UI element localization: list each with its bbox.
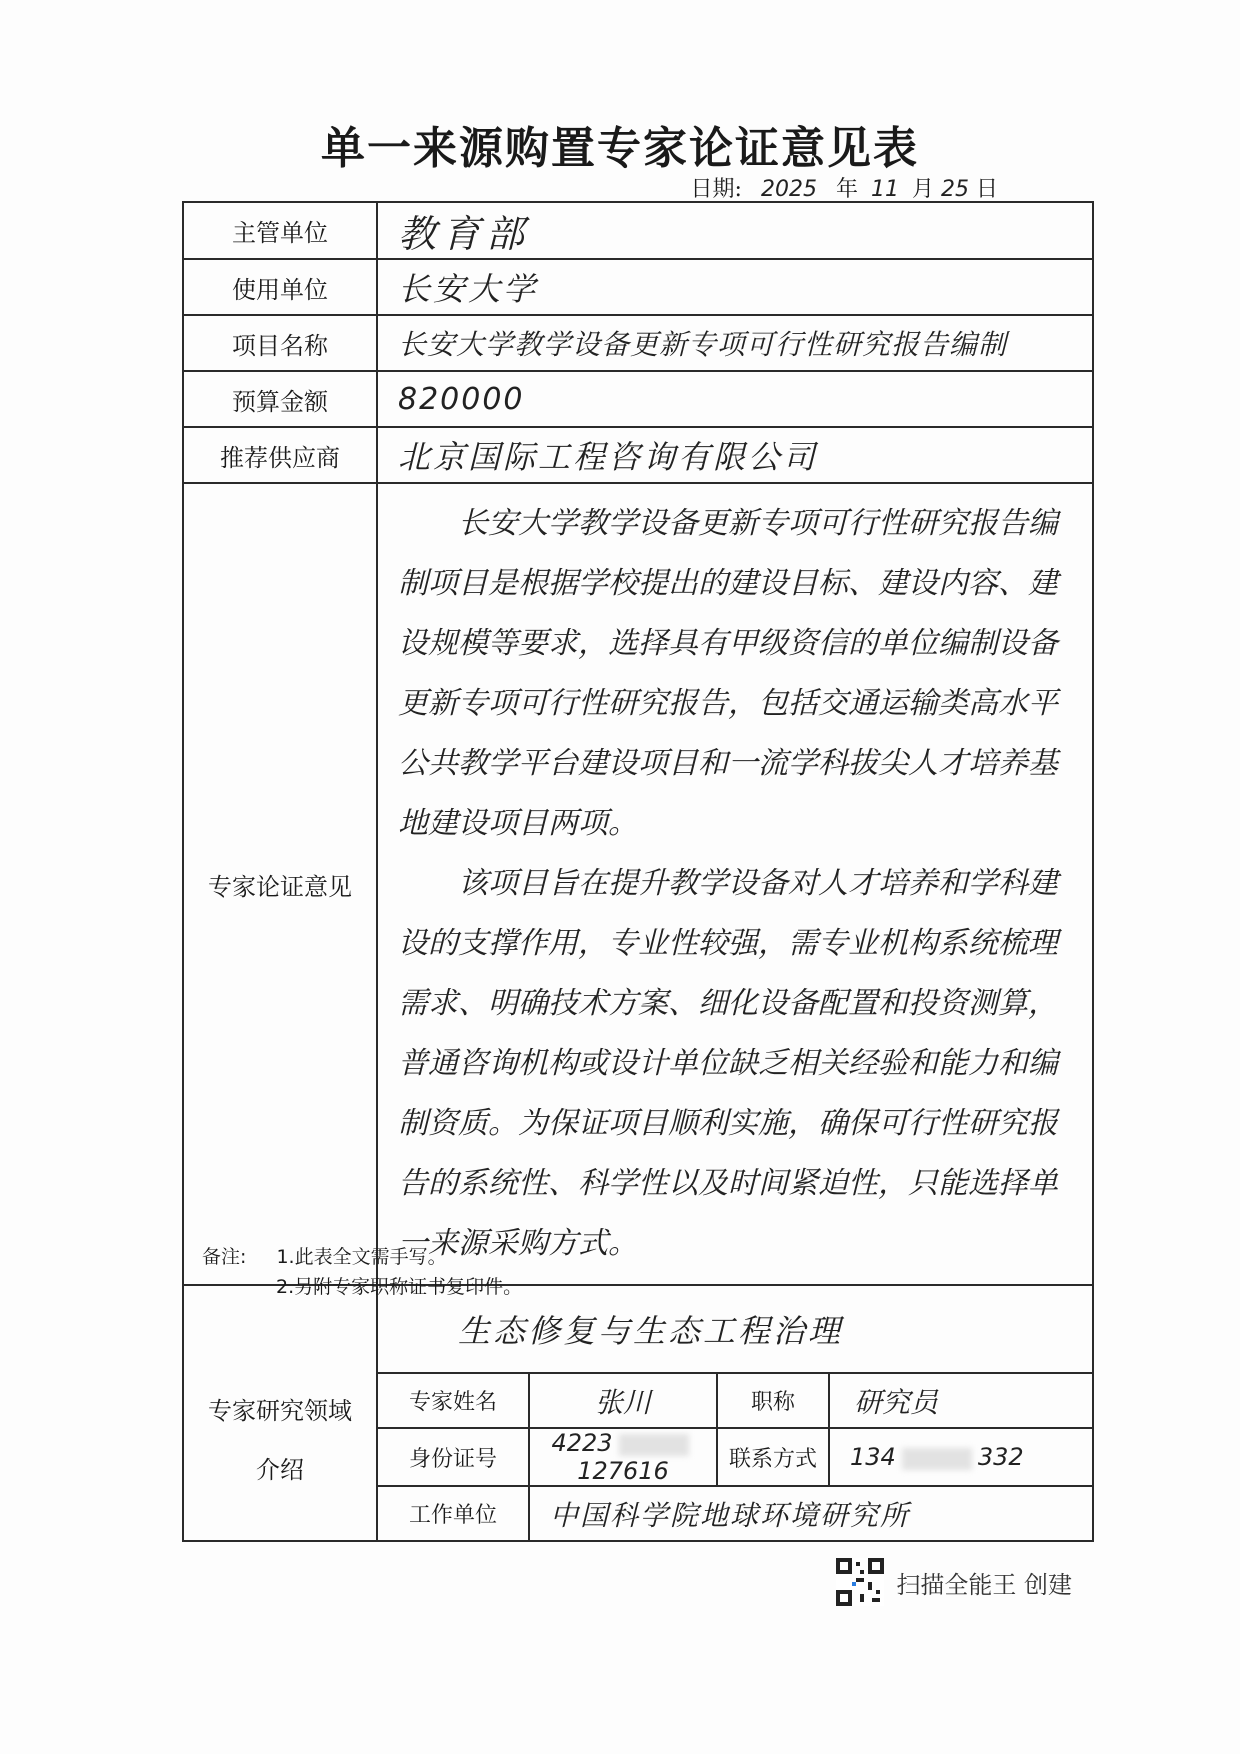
budget-label: 预算金额 xyxy=(183,371,377,427)
row-expert xyxy=(183,1285,1093,1541)
authority-label: 主管单位 xyxy=(183,202,377,259)
date-day: 25 xyxy=(940,177,969,202)
expert-label-line2: 介绍 xyxy=(256,1456,304,1484)
date-year-unit: 年 xyxy=(835,177,858,202)
row-opinion xyxy=(183,483,1093,1285)
redaction-mask xyxy=(619,1434,689,1456)
expert-id-suffix: 127616 xyxy=(577,1457,669,1485)
supplier-label: 推荐供应商 xyxy=(183,427,377,483)
form-table xyxy=(182,201,1094,1542)
expert-title-value: 研究员 xyxy=(854,1385,939,1419)
scanner-brand: 扫描全能王 创建 xyxy=(896,1570,1072,1599)
expert-name-value: 张川 xyxy=(594,1385,651,1419)
row-user-unit xyxy=(183,259,1093,315)
date-line xyxy=(691,172,998,203)
opinion-text xyxy=(377,483,1093,1285)
expert-work-value: 中国科学院地球环境研究所 xyxy=(550,1498,911,1532)
scanner-watermark xyxy=(836,1558,1072,1606)
row-authority xyxy=(183,202,1093,259)
project-value: 长安大学教学设备更新专项可行性研究报告编制 xyxy=(398,328,1008,361)
expert-work-label: 工作单位 xyxy=(378,1486,529,1540)
expert-contact-suffix: 332 xyxy=(977,1443,1024,1471)
expert-title-label: 职称 xyxy=(717,1374,829,1428)
expert-label xyxy=(183,1285,377,1541)
opinion-label: 专家论证意见 xyxy=(183,483,377,1285)
budget-value: 820000 xyxy=(398,381,525,417)
notes-line-2: 2.另附专家职称证书复印件。 xyxy=(276,1276,523,1298)
expert-contact-label: 联系方式 xyxy=(717,1428,829,1486)
expert-field-value: 生态修复与生态工程治理 xyxy=(378,1286,1092,1374)
row-project xyxy=(183,315,1093,371)
date-month: 11 xyxy=(870,177,899,202)
notes-label: 备注: xyxy=(202,1246,247,1268)
form-title: 单一来源购置专家论证意见表 xyxy=(321,123,919,174)
expert-info-table xyxy=(378,1374,1092,1540)
user-unit-label: 使用单位 xyxy=(183,259,377,315)
expert-details xyxy=(377,1285,1093,1541)
opinion-paragraph-2: 该项目旨在提升教学设备对人才培养和学科建设的支撑作用，专业性较强，需专业机构系统梳理需求、明确技术方案、细化设备配置和投资测算，普通咨询机构或设计单位缺乏相关经验和能力和编制资质。为保证项目顺利实施，确保可行性研究报告的系统性、科学性以及时间紧迫性，只能选择单一来源采购方式。 xyxy=(398,866,1058,1261)
project-label: 项目名称 xyxy=(183,315,377,371)
qr-code-icon xyxy=(836,1558,884,1606)
date-day-unit: 日 xyxy=(975,177,998,202)
expert-name-label: 专家姓名 xyxy=(378,1374,529,1428)
date-month-unit: 月 xyxy=(911,177,934,202)
expert-id-prefix: 4223 xyxy=(551,1429,613,1457)
notes-line-1: 1.此表全文需手写。 xyxy=(276,1246,447,1268)
authority-value: 教育部 xyxy=(398,212,531,256)
redaction-mask xyxy=(902,1448,972,1470)
date-year: 2025 xyxy=(760,177,817,202)
row-supplier xyxy=(183,427,1093,483)
expert-contact-prefix: 134 xyxy=(850,1443,896,1471)
row-budget xyxy=(183,371,1093,427)
expert-id-label: 身份证号 xyxy=(378,1428,529,1486)
notes xyxy=(202,1242,522,1302)
date-label: 日期: xyxy=(690,177,742,202)
opinion-paragraph-1: 长安大学教学设备更新专项可行性研究报告编制项目是根据学校提出的建设目标、建设内容、建设规模等要求，选择具有甲级资信的单位编制设备更新专项可行性研究报告，包括交通运输类高水平公共教学平台建设项目和一流学科拔尖人才培养基地建设项目两项。 xyxy=(398,506,1058,841)
user-unit-value: 长安大学 xyxy=(398,270,539,308)
supplier-value: 北京国际工程咨询有限公司 xyxy=(398,438,819,476)
expert-label-line1: 专家研究领域 xyxy=(208,1397,352,1425)
